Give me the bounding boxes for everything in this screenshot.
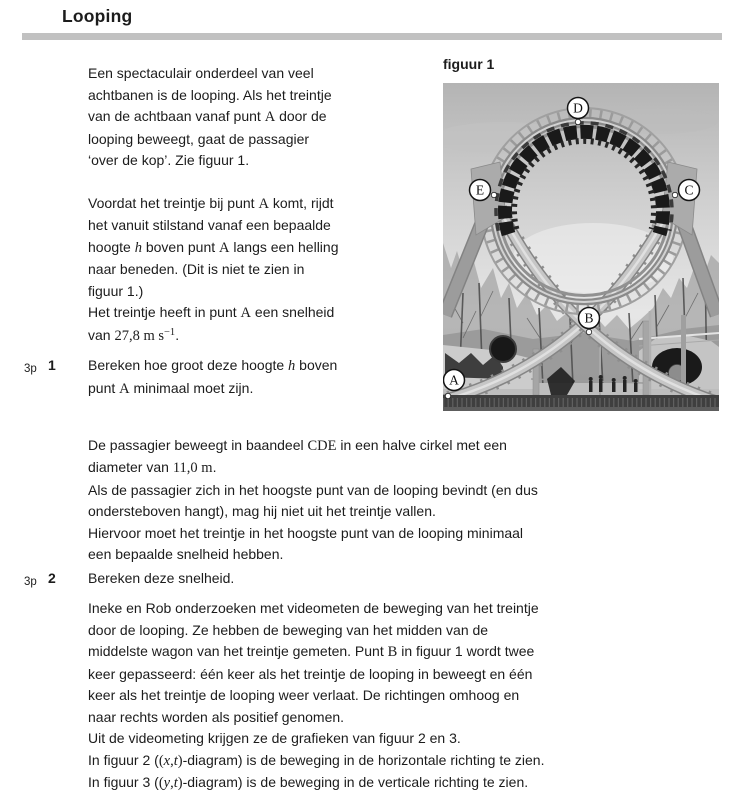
question-1: [24, 355, 440, 400]
figure-1-column: [443, 56, 719, 418]
figure-1-photo: [443, 83, 719, 411]
question-1-text: Bereken hoe groot deze hoogte h boven punt A minimaal moet zijn.: [88, 357, 338, 397]
question-2-points-label: 3p: [24, 575, 37, 588]
intro-paragraph-1: Een spectaculair onderdeel van veel achtbanen is de looping. Als het treintje van de achtbaan vanaf punt A door de looping beweegt, gaat de passagier ‘over de kop’. Zie figuur 1.: [88, 65, 332, 168]
intro-paragraph-2: Voordat het treintje bij punt A komt, rijdt het vanuit stilstand vanaf een bepaalde hoogte h boven punt A langs een helling naar beneden. (Dit is niet te zien in figuur 1.) Het treintje heeft in punt A een snelheid van 27,8 m $s^{-1}$.: [88, 194, 339, 344]
page-title: Looping: [62, 6, 133, 26]
svg-text:B: B: [584, 310, 594, 326]
question-2-text: Bereken deze snelheid.: [88, 569, 235, 586]
paragraph-4: Ineke en Rob onderzoeken met videometen de beweging van het treintje door de looping. Ze hebben de beweging van het midden van de middelste wagon van het treintje gemeten. Punt B in figuur 1 wordt twee keer gepasseerd: één keer als het treintje de looping in beweegt en één keer als het treintje de looping weer verlaat. De richtingen omhoog en naar rechts worden als positief genomen. Uit de videometing krijgen ze de grafieken van figuur 2 en 3. In figuur 2 ((x,t)-diagram) is de beweging in de horizontale richting te zien. In figuur 3 ((y,t)-diagram) is de beweging in de verticale richting te zien.: [88, 600, 545, 791]
intro-text-column: [24, 56, 440, 418]
question-2-number: 2: [48, 569, 56, 586]
svg-text:E: E: [475, 182, 485, 198]
svg-text:C: C: [684, 182, 694, 198]
exam-page: [0, 6, 750, 795]
svg-text:A: A: [449, 372, 459, 388]
title-divider: [22, 33, 722, 40]
question-1-number: 1: [48, 357, 56, 373]
intro-and-figure-row: [0, 56, 750, 418]
question-2: [24, 568, 750, 590]
svg-text:D: D: [573, 100, 583, 116]
question-1-points-label: 3p: [24, 363, 37, 375]
figure-1-label: figuur 1: [443, 56, 495, 72]
paragraph-3: De passagier beweegt in baandeel CDE in een halve cirkel met een diameter van 11,0 m. Als de passagier zich in het hoogste punt van de looping bevindt (en dus ondersteboven hangt), mag hij niet uit het treintje vallen. Hiervoor moet het treintje in het hoogste punt van de looping minimaal een bepaalde snelheid hebben.: [88, 436, 538, 562]
